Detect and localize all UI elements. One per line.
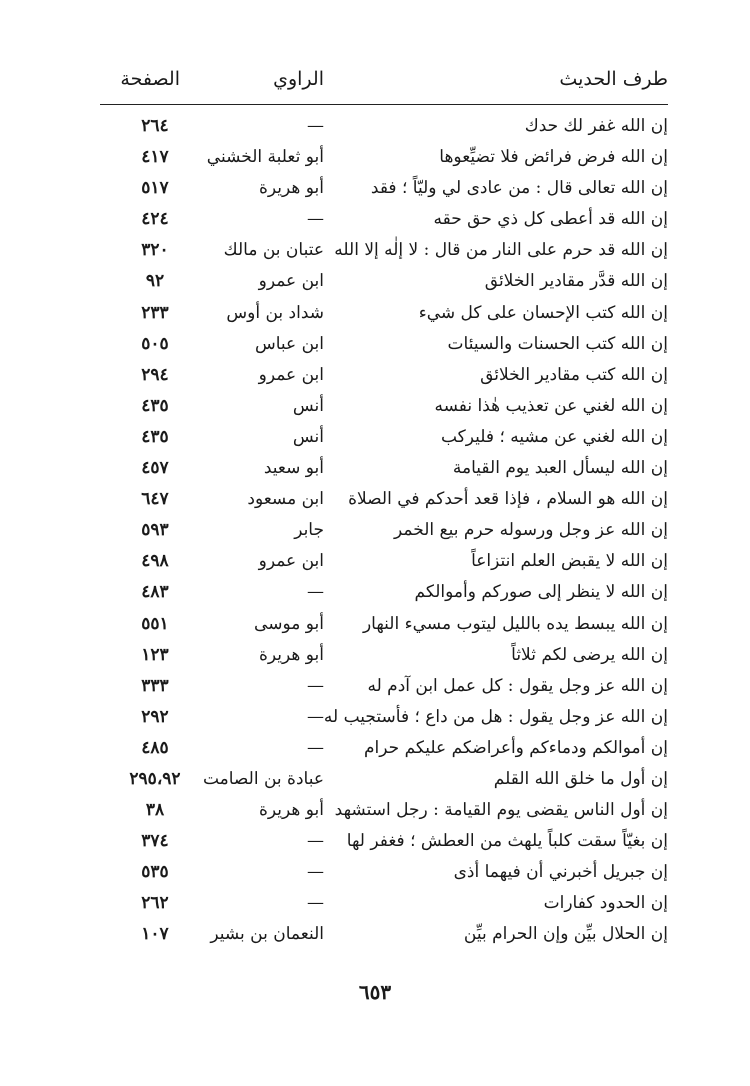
hadith-text: إن الله قد حرم على النار من قال : لا إلٰه إلا الله: [334, 240, 668, 261]
table-row: [100, 331, 668, 362]
hadith-text: إن أول ما خلق الله القلم: [493, 768, 668, 789]
narrator-name: أنس: [292, 426, 324, 447]
narrator-name: —: [307, 737, 324, 758]
table-row: [100, 890, 668, 921]
table-row: [100, 175, 668, 206]
narrator-name: —: [307, 831, 324, 852]
page-reference: ٣٢٠: [141, 240, 169, 261]
table-row: [100, 517, 668, 548]
table-row: [100, 144, 668, 175]
table-row: [100, 300, 668, 331]
hadith-text: إن الله عز وجل يقول : كل عمل ابن آدم له: [367, 675, 668, 696]
page-reference: ٥٩٣: [141, 520, 169, 541]
page-reference: ٤١٧: [141, 147, 169, 168]
hadith-text: إن الله عز وجل يقول : هل من داع ؛ فأستجيب له: [323, 706, 668, 727]
narrator-name: —: [307, 209, 324, 230]
table-row: [100, 642, 668, 673]
hadith-text: إن الله فرض فرائض فلا تضيِّعوها: [439, 147, 668, 168]
page-reference: ٥١٧: [141, 178, 169, 199]
table-row: [100, 704, 668, 735]
page-reference: ٤٢٤: [141, 209, 169, 230]
hadith-column-header: طرف الحديث: [559, 68, 668, 90]
page-reference: ٤٨٥: [141, 737, 169, 758]
page-reference: ٢٩٥،٩٢: [129, 768, 181, 789]
page-reference: ٢٦٤: [141, 116, 169, 136]
narrator-name: النعمان بن بشير: [210, 924, 324, 945]
narrator-name: ابن عمرو: [258, 551, 324, 572]
table-row: [100, 859, 668, 890]
page-number: ٦٥٣: [358, 980, 392, 1004]
page-reference: ٤٣٥: [141, 426, 169, 447]
page-reference: ٢٦٢: [141, 893, 169, 914]
narrator-name: —: [307, 862, 324, 883]
table-row: [100, 486, 668, 517]
hadith-text: إن الله هو السلام ، فإذا قعد أحدكم في الصلاة: [348, 489, 668, 510]
hadith-text: إن الله ليسأل العبد يوم القيامة: [452, 458, 668, 479]
hadith-text: إن الله لغني عن تعذيب هٰذا نفسه: [434, 395, 668, 416]
hadith-text: إن الله كتب مقادير الخلائق: [480, 364, 668, 385]
index-table: [100, 113, 668, 953]
page-reference: ٤٣٥: [141, 395, 169, 416]
page-reference: ٤٨٣: [141, 582, 169, 603]
table-row: [100, 455, 668, 486]
page-reference: ٩٢: [145, 271, 165, 292]
hadith-text: إن الله قدَّر مقادير الخلائق: [484, 271, 668, 292]
page-reference: ٥٣٥: [141, 862, 169, 883]
narrator-name: ابن مسعود: [247, 489, 324, 510]
narrator-name: ابن عمرو: [258, 271, 324, 292]
table-row: [100, 362, 668, 393]
narrator-name: —: [307, 706, 324, 727]
table-row: [100, 424, 668, 455]
hadith-text: إن أموالكم ودماءكم وأعراضكم عليكم حرام: [364, 737, 668, 758]
table-row: [100, 237, 668, 268]
narrator-name: جابر: [294, 520, 324, 541]
page-reference: ٥٠٥: [141, 333, 169, 354]
hadith-text: إن الله لغني عن مشيه ؛ فليركب: [440, 426, 668, 447]
page-reference: ٢٩٢: [141, 706, 169, 727]
narrator-name: أبو موسى: [254, 613, 324, 634]
hadith-text: إن الله عز وجل ورسوله حرم بيع الخمر: [394, 520, 668, 541]
table-row: [100, 548, 668, 579]
hadith-text: إن بغيّاً سقت كلباً يلهث من العطش ؛ فغفر لها: [346, 831, 668, 852]
table-row: [100, 673, 668, 704]
table-row: [100, 579, 668, 610]
table-row: [100, 828, 668, 859]
narrator-name: شداد بن أوس: [226, 302, 324, 323]
narrator-column-header: الراوي: [273, 68, 324, 90]
narrator-name: —: [307, 116, 324, 136]
page-reference: ٤٥٧: [141, 458, 169, 479]
narrator-name: عبادة بن الصامت: [202, 768, 324, 789]
narrator-name: ابن عمرو: [258, 364, 324, 385]
table-row: [100, 268, 668, 299]
table-row: [100, 206, 668, 237]
page-reference: ١٠٧: [141, 924, 169, 945]
page-reference: ٣٨: [145, 800, 165, 821]
hadith-text: إن الله تعالى قال : من عادى لي وليّاً ؛ فقد: [370, 178, 668, 199]
hadith-text: إن الله لا يقبض العلم انتزاعاً: [471, 551, 668, 572]
hadith-text: إن أول الناس يقضى يوم القيامة : رجل استشهد: [334, 800, 668, 821]
narrator-name: ابن عباس: [254, 333, 324, 354]
narrator-name: أبو ثعلبة الخشني: [206, 147, 324, 168]
hadith-text: إن الله يبسط يده بالليل ليتوب مسيء النهار: [362, 613, 668, 634]
hadith-text: إن الله يرضى لكم ثلاثاً: [511, 644, 668, 665]
narrator-name: أنس: [292, 395, 324, 416]
table-row: [100, 921, 668, 952]
page-reference: ٤٩٨: [141, 551, 169, 572]
table-row: [100, 611, 668, 642]
page-reference: ٢٩٤: [141, 364, 169, 385]
page-column-header: الصفحة: [120, 68, 180, 90]
table-row: [100, 393, 668, 424]
hadith-text: إن الله كتب الإحسان على كل شيء: [418, 302, 668, 323]
narrator-name: أبو هريرة: [258, 178, 324, 199]
page-reference: ١٢٣: [141, 644, 169, 665]
narrator-name: عتبان بن مالك: [223, 240, 324, 261]
hadith-text: إن الله لا ينظر إلى صوركم وأموالكم: [414, 582, 668, 603]
header-divider: [100, 104, 668, 105]
narrator-name: أبو سعيد: [263, 458, 324, 479]
table-row: [100, 797, 668, 828]
narrator-name: —: [307, 893, 324, 914]
narrator-name: —: [307, 582, 324, 603]
hadith-text: إن الله قد أعطى كل ذي حق حقه: [433, 209, 668, 230]
page-reference: ٣٣٣: [141, 675, 169, 696]
page-reference: ٥٥١: [141, 613, 169, 634]
table-row: [100, 766, 668, 797]
table-row: [100, 735, 668, 766]
page-reference: ٦٤٧: [141, 489, 169, 510]
page-reference: ٢٣٣: [141, 302, 169, 323]
hadith-text: إن جبريل أخبرني أن فيهما أذى: [453, 862, 668, 883]
table-row: [100, 113, 668, 144]
narrator-name: أبو هريرة: [258, 800, 324, 821]
narrator-name: —: [307, 675, 324, 696]
narrator-name: أبو هريرة: [258, 644, 324, 665]
hadith-text: إن الله كتب الحسنات والسيئات: [447, 333, 668, 354]
page-reference: ٣٧٤: [141, 831, 169, 852]
hadith-text: إن الحلال بيِّن وإن الحرام بيِّن: [463, 924, 668, 945]
hadith-text: إن الله غفر لك حدك: [524, 116, 668, 136]
table-header: [100, 64, 668, 100]
hadith-text: إن الحدود كفارات: [543, 893, 668, 914]
